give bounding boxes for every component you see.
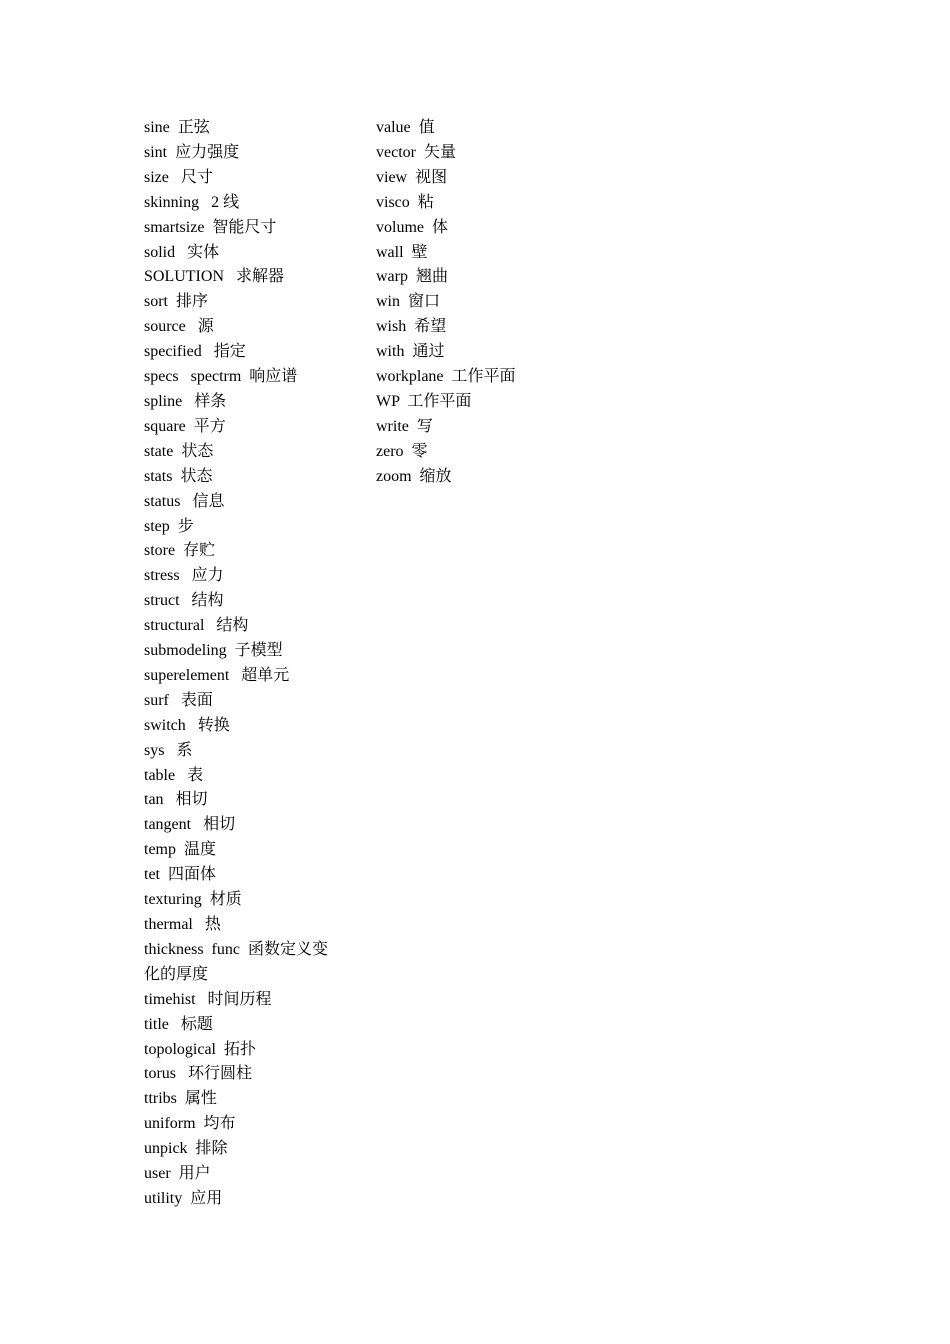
- glossary-entry: square 平方: [144, 417, 226, 435]
- glossary-entry: zero 零: [376, 442, 428, 460]
- glossary-entry: unpick 排除: [144, 1140, 228, 1158]
- glossary-entry: spline 样条: [144, 392, 227, 410]
- glossary-entry: struct 结构: [144, 592, 224, 610]
- glossary-entry: thermal 热: [144, 916, 221, 933]
- glossary-entry: specs spectrm 响应谱: [144, 368, 298, 386]
- glossary-entry: wish 希望: [376, 318, 447, 336]
- glossary-entry: write 写: [376, 417, 433, 435]
- glossary-entry: sint 应力强度: [144, 143, 240, 161]
- glossary-entry: solid 实体: [144, 243, 220, 261]
- glossary-entry: surf 表面: [144, 691, 213, 709]
- glossary-entry: size 尺寸: [144, 168, 213, 186]
- glossary-entry: tet 四面体: [144, 866, 216, 884]
- glossary-entry: uniform 均布: [144, 1115, 236, 1133]
- glossary-right-column: [376, 116, 576, 490]
- glossary-entry: user 用户: [144, 1165, 211, 1183]
- glossary-entry: workplane 工作平面: [376, 368, 516, 386]
- glossary-entry: SOLUTION 求解器: [144, 268, 284, 286]
- glossary-entry: specified 指定: [144, 343, 246, 361]
- glossary-entry: WP 工作平面: [376, 392, 472, 410]
- glossary-entry: wall 壁: [376, 243, 428, 261]
- glossary-entry: title 标题: [144, 1015, 213, 1033]
- glossary-entry: status 信息: [144, 492, 225, 510]
- glossary-entry: state 状态: [144, 442, 214, 460]
- glossary-entry: volume 体: [376, 218, 448, 236]
- glossary-entry: tan 相切: [144, 791, 208, 809]
- glossary-entry: tangent 相切: [144, 816, 236, 834]
- glossary-entry: win 窗口: [376, 293, 441, 311]
- glossary-entry: texturing 材质: [144, 891, 242, 909]
- glossary-entry: torus 环行圆柱: [144, 1065, 253, 1083]
- glossary-entry: submodeling 子模型: [144, 642, 283, 660]
- glossary-entry: vector 矢量: [376, 143, 456, 161]
- glossary-entry: smartsize 智能尺寸: [144, 218, 277, 236]
- glossary-entry: view 视图: [376, 168, 448, 186]
- glossary-entry: warp 翘曲: [376, 268, 448, 286]
- glossary-entry: stress 应力: [144, 567, 224, 585]
- glossary-entry: superelement 超单元: [144, 666, 290, 684]
- glossary-entry: with 通过: [376, 343, 445, 361]
- glossary-entry: stats 状态: [144, 467, 213, 485]
- glossary-entry: skinning 2 线: [144, 193, 240, 211]
- glossary-entry: sine 正弦: [144, 119, 210, 136]
- glossary-entry: store 存贮: [144, 542, 216, 560]
- glossary-entry: timehist 时间历程: [144, 990, 272, 1008]
- glossary-entry: table 表: [144, 766, 204, 784]
- glossary-entry: zoom 缩放: [376, 467, 452, 485]
- glossary-entry: utility 应用: [144, 1189, 223, 1207]
- glossary-entry: source 源: [144, 318, 214, 336]
- glossary-left-column: [144, 116, 354, 1212]
- glossary-entry: switch 转换: [144, 716, 230, 734]
- glossary-entry: sys 系: [144, 741, 193, 759]
- glossary-entry: ttribs 属性: [144, 1090, 217, 1108]
- glossary-entry: topological 拓扑: [144, 1040, 256, 1058]
- glossary-entry: sort 排序: [144, 293, 209, 311]
- glossary-entry: visco 粘: [376, 193, 434, 211]
- glossary-entry: thickness func 函数定义变 化的厚度: [144, 940, 328, 983]
- glossary-entry: temp 温度: [144, 841, 216, 859]
- glossary-entry: value 值: [376, 119, 435, 136]
- glossary-entry: structural 结构: [144, 617, 249, 635]
- glossary-entry: step 步: [144, 517, 194, 535]
